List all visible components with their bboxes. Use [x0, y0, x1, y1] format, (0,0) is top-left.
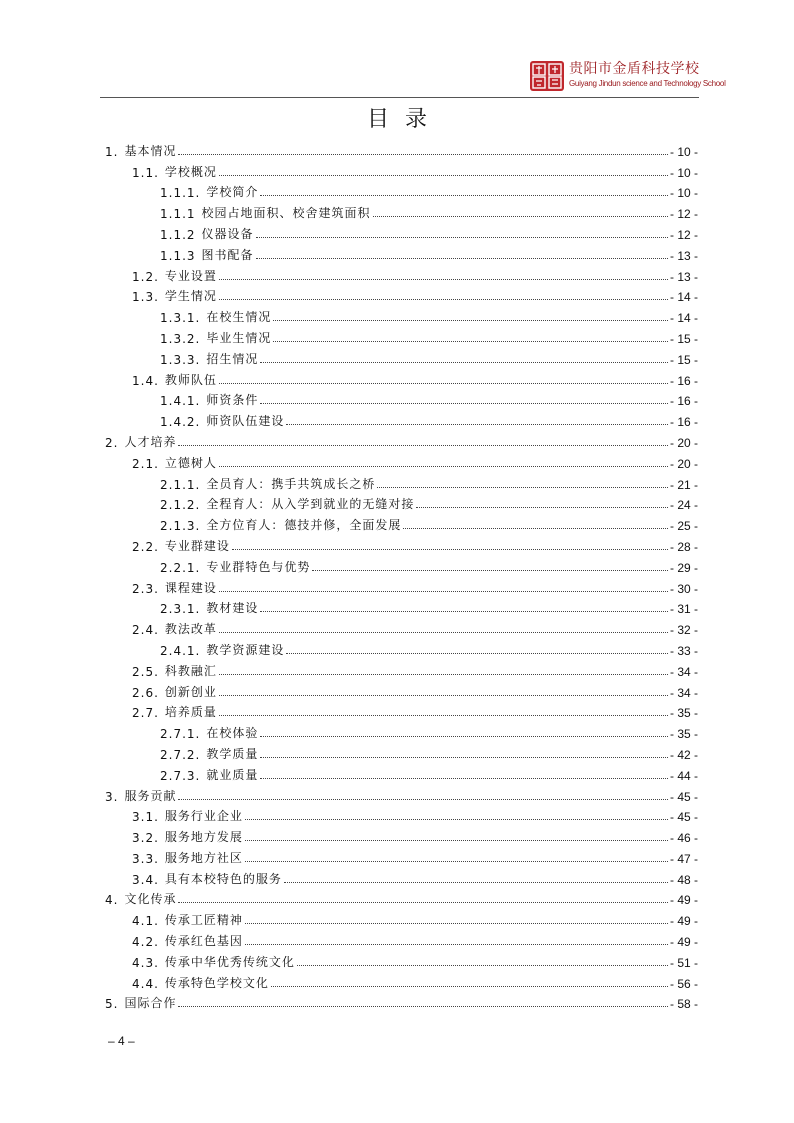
toc-entry-label: 教学资源建设: [206, 642, 285, 657]
toc-entry-page: - 13 -: [669, 269, 698, 284]
toc-leader-dots: [271, 986, 668, 987]
toc-leader-dots: [260, 757, 668, 758]
toc-entry-label: 在校体验: [206, 726, 259, 741]
toc-entry-page: - 30 -: [669, 581, 698, 596]
toc-entry-number: 2.3.1.: [160, 602, 201, 617]
toc-entry-number: 4.1.: [132, 914, 159, 929]
toc-entry-page: - 10 -: [669, 165, 698, 180]
toc-entry-page: - 16 -: [669, 373, 698, 388]
header-divider: [100, 97, 699, 98]
toc-entry[interactable]: [105, 159, 698, 180]
table-of-contents: [105, 138, 698, 1011]
toc-entry[interactable]: [105, 325, 698, 346]
toc-entry-number: 1.4.1.: [160, 394, 201, 409]
toc-entry[interactable]: [105, 512, 698, 533]
toc-leader-dots: [260, 362, 668, 363]
toc-entry-label: 传承工匠精神: [164, 913, 243, 928]
toc-entry-number: 1.1.: [132, 165, 159, 180]
toc-entry-page: - 56 -: [669, 976, 698, 991]
toc-leader-dots: [260, 778, 668, 779]
toc-entry[interactable]: [105, 242, 698, 263]
toc-leader-dots: [219, 299, 668, 300]
school-seal-logo-icon: [529, 60, 565, 92]
toc-leader-dots: [232, 549, 668, 550]
toc-entry-page: - 13 -: [669, 248, 698, 263]
toc-entry-number: 2.4.: [132, 623, 159, 638]
toc-entry-page: - 58 -: [669, 997, 698, 1012]
toc-leader-dots: [273, 341, 668, 342]
toc-entry[interactable]: [105, 492, 698, 513]
toc-entry-number: 1.3.1.: [160, 311, 201, 326]
toc-entry[interactable]: [105, 970, 698, 991]
toc-entry-number: 2.7.1.: [160, 727, 201, 742]
toc-leader-dots: [219, 632, 668, 633]
toc-entry[interactable]: [105, 887, 698, 908]
toc-entry-label: 教材建设: [206, 601, 259, 616]
toc-entry[interactable]: [105, 824, 698, 845]
toc-leader-dots: [219, 175, 668, 176]
toc-entry-page: - 51 -: [669, 955, 698, 970]
toc-entry[interactable]: [105, 284, 698, 305]
toc-leader-dots: [286, 653, 668, 654]
toc-entry[interactable]: [105, 804, 698, 825]
toc-entry-page: - 35 -: [669, 727, 698, 742]
toc-entry-label: 具有本校特色的服务: [164, 871, 282, 886]
toc-entry-page: - 34 -: [669, 664, 698, 679]
toc-leader-dots: [286, 424, 668, 425]
toc-entry-number: 1.4.: [132, 373, 159, 388]
toc-entry-number: 2.3.: [132, 581, 159, 596]
toc-entry-page: - 45 -: [669, 789, 698, 804]
toc-entry[interactable]: [105, 575, 698, 596]
toc-entry-number: 4.2.: [132, 935, 159, 950]
toc-entry-number: 3.3.: [132, 851, 159, 866]
toc-leader-dots: [416, 507, 668, 508]
toc-entry-page: - 46 -: [669, 831, 698, 846]
toc-entry[interactable]: [105, 679, 698, 700]
toc-leader-dots: [256, 258, 668, 259]
toc-entry-label: 国际合作: [124, 996, 177, 1011]
toc-leader-dots: [260, 403, 668, 404]
toc-entry-label: 教法改革: [164, 622, 217, 637]
toc-entry-label: 全员育人：携手共筑成长之桥: [206, 476, 376, 491]
toc-entry-number: 2.7.3.: [160, 768, 201, 783]
page-number: – 4 –: [108, 1034, 135, 1048]
toc-entry-label: 校园占地面积、校舍建筑面积: [201, 206, 371, 221]
toc-entry-page: - 33 -: [669, 643, 698, 658]
toc-leader-dots: [178, 902, 668, 903]
toc-entry-label: 学校概况: [164, 164, 217, 179]
toc-entry-label: 图书配备: [201, 247, 254, 262]
toc-entry[interactable]: [105, 408, 698, 429]
toc-entry-label: 服务地方社区: [164, 850, 243, 865]
toc-entry-label: 服务行业企业: [164, 809, 243, 824]
toc-entry-page: - 16 -: [669, 394, 698, 409]
toc-entry-number: 2.: [105, 435, 119, 450]
toc-entry-label: 学生情况: [164, 289, 217, 304]
toc-leader-dots: [245, 923, 668, 924]
toc-entry-page: - 47 -: [669, 851, 698, 866]
toc-entry-page: - 34 -: [669, 685, 698, 700]
toc-entry-number: 5.: [105, 997, 119, 1012]
toc-leader-dots: [245, 819, 668, 820]
toc-leader-dots: [377, 487, 668, 488]
toc-entry-number: 1.3.3.: [160, 352, 201, 367]
toc-entry-label: 传承红色基因: [164, 934, 243, 949]
toc-leader-dots: [219, 674, 668, 675]
toc-entry-number: 3.1.: [132, 810, 159, 825]
toc-entry[interactable]: [105, 138, 698, 159]
toc-entry-number: 1.: [105, 144, 119, 159]
toc-entry[interactable]: [105, 200, 698, 221]
toc-entry-label: 仪器设备: [201, 226, 254, 241]
toc-leader-dots: [219, 715, 668, 716]
toc-leader-dots: [284, 882, 668, 883]
toc-leader-dots: [260, 195, 668, 196]
toc-entry-label: 课程建设: [164, 580, 217, 595]
toc-entry[interactable]: [105, 845, 698, 866]
toc-entry-number: 4.: [105, 893, 119, 908]
toc-leader-dots: [219, 279, 668, 280]
toc-entry-number: 1.1.1: [160, 207, 196, 222]
toc-leader-dots: [312, 570, 668, 571]
toc-entry-number: 3.4.: [132, 872, 159, 887]
toc-entry-page: - 16 -: [669, 415, 698, 430]
toc-entry[interactable]: [105, 346, 698, 367]
toc-leader-dots: [373, 216, 668, 217]
toc-entry[interactable]: [105, 700, 698, 721]
toc-entry-label: 科教融汇: [164, 663, 217, 678]
toc-leader-dots: [219, 383, 668, 384]
toc-leader-dots: [297, 965, 668, 966]
toc-entry[interactable]: [105, 762, 698, 783]
toc-entry[interactable]: [105, 180, 698, 201]
toc-entry-label: 文化传承: [124, 892, 177, 907]
toc-entry-label: 专业群建设: [164, 538, 230, 553]
toc-entry[interactable]: [105, 741, 698, 762]
toc-entry-number: 2.2.1.: [160, 560, 201, 575]
toc-entry[interactable]: [105, 221, 698, 242]
toc-entry-label: 人才培养: [124, 434, 177, 449]
toc-entry[interactable]: [105, 783, 698, 804]
toc-entry[interactable]: [105, 388, 698, 409]
toc-leader-dots: [256, 237, 668, 238]
toc-entry-page: - 12 -: [669, 227, 698, 242]
toc-entry[interactable]: [105, 720, 698, 741]
toc-entry-label: 教学质量: [206, 746, 259, 761]
toc-entry-label: 教师队伍: [164, 372, 217, 387]
toc-entry-page: - 20 -: [669, 435, 698, 450]
toc-entry-number: 1.1.2: [160, 227, 196, 242]
toc-entry[interactable]: [105, 637, 698, 658]
toc-entry[interactable]: [105, 991, 698, 1012]
toc-entry[interactable]: [105, 263, 698, 284]
toc-entry[interactable]: [105, 450, 698, 471]
toc-entry-number: 2.1.3.: [160, 519, 201, 534]
toc-entry-page: - 44 -: [669, 768, 698, 783]
toc-entry-number: 4.3.: [132, 955, 159, 970]
toc-entry[interactable]: [105, 658, 698, 679]
toc-entry-label: 创新创业: [164, 684, 217, 699]
toc-entry-number: 1.2.: [132, 269, 159, 284]
toc-entry-page: - 14 -: [669, 311, 698, 326]
toc-leader-dots: [245, 861, 668, 862]
toc-leader-dots: [219, 695, 668, 696]
toc-entry-page: - 12 -: [669, 207, 698, 222]
toc-entry[interactable]: [105, 367, 698, 388]
toc-entry-page: - 10 -: [669, 144, 698, 159]
toc-entry[interactable]: [105, 596, 698, 617]
toc-entry-page: - 15 -: [669, 352, 698, 367]
toc-entry-label: 学校简介: [206, 185, 259, 200]
toc-leader-dots: [260, 611, 668, 612]
toc-entry-label: 全方位育人：德技并修，全面发展: [206, 518, 402, 533]
toc-entry-number: 2.7.: [132, 706, 159, 721]
toc-leader-dots: [178, 799, 668, 800]
toc-entry-number: 1.4.2.: [160, 415, 201, 430]
toc-entry-number: 2.4.1.: [160, 643, 201, 658]
toc-entry[interactable]: [105, 304, 698, 325]
toc-entry-label: 培养质量: [164, 705, 217, 720]
toc-entry-number: 4.4.: [132, 976, 159, 991]
toc-entry-label: 服务贡献: [124, 788, 177, 803]
toc-leader-dots: [260, 736, 668, 737]
toc-entry[interactable]: [105, 866, 698, 887]
toc-entry-page: - 32 -: [669, 623, 698, 638]
toc-entry-page: - 49 -: [669, 935, 698, 950]
toc-leader-dots: [403, 528, 668, 529]
toc-entry-number: 2.1.1.: [160, 477, 201, 492]
toc-entry-number: 2.1.: [132, 456, 159, 471]
toc-entry-number: 2.1.2.: [160, 498, 201, 513]
toc-entry-label: 毕业生情况: [206, 330, 272, 345]
toc-entry-label: 服务地方发展: [164, 830, 243, 845]
toc-entry-label: 就业质量: [206, 767, 259, 782]
toc-entry[interactable]: [105, 907, 698, 928]
toc-entry[interactable]: [105, 949, 698, 970]
toc-entry-number: 2.5.: [132, 664, 159, 679]
toc-entry-number: 2.2.: [132, 539, 159, 554]
toc-leader-dots: [273, 320, 668, 321]
toc-entry-number: 2.7.2.: [160, 747, 201, 762]
toc-entry-number: 3.2.: [132, 831, 159, 846]
toc-entry-page: - 42 -: [669, 747, 698, 762]
toc-entry[interactable]: [105, 928, 698, 949]
toc-entry-page: - 24 -: [669, 498, 698, 513]
toc-entry[interactable]: [105, 471, 698, 492]
toc-leader-dots: [245, 944, 668, 945]
toc-leader-dots: [245, 840, 668, 841]
toc-entry-label: 专业群特色与优势: [206, 559, 311, 574]
toc-entry-label: 师资队伍建设: [206, 414, 285, 429]
toc-entry-label: 师资条件: [206, 393, 259, 408]
toc-entry-page: - 21 -: [669, 477, 698, 492]
toc-entry-page: - 25 -: [669, 519, 698, 534]
toc-leader-dots: [219, 466, 668, 467]
toc-entry-label: 专业设置: [164, 268, 217, 283]
toc-entry-label: 在校生情况: [206, 310, 272, 325]
toc-entry-number: 1.3.: [132, 290, 159, 305]
toc-leader-dots: [178, 154, 668, 155]
toc-entry-page: - 15 -: [669, 331, 698, 346]
page-header: [529, 58, 726, 94]
toc-entry-page: - 28 -: [669, 539, 698, 554]
toc-entry-label: 全程育人：从入学到就业的无缝对接: [206, 497, 415, 512]
toc-title: 目录: [366, 107, 443, 132]
toc-entry-page: - 48 -: [669, 872, 698, 887]
toc-entry-number: 1.1.1.: [160, 186, 201, 201]
school-name-cn: 贵阳市金盾科技学校: [569, 61, 700, 77]
toc-entry-page: - 20 -: [669, 456, 698, 471]
toc-entry-page: - 10 -: [669, 186, 698, 201]
toc-entry[interactable]: [105, 616, 698, 637]
toc-entry-number: 2.6.: [132, 685, 159, 700]
toc-entry[interactable]: [105, 554, 698, 575]
school-name-en: Guiyang Jindun science and Technology School: [569, 79, 726, 88]
toc-entry-page: - 31 -: [669, 602, 698, 617]
toc-entry-label: 立德树人: [164, 455, 217, 470]
toc-entry[interactable]: [105, 533, 698, 554]
toc-entry-page: - 14 -: [669, 290, 698, 305]
toc-entry-label: 基本情况: [124, 143, 177, 158]
toc-entry-number: 1.1.3: [160, 248, 196, 263]
toc-entry-number: 1.3.2.: [160, 331, 201, 346]
toc-entry-label: 招生情况: [206, 351, 259, 366]
toc-entry-page: - 49 -: [669, 893, 698, 908]
toc-entry-page: - 45 -: [669, 810, 698, 825]
toc-entry-label: 传承中华优秀传统文化: [164, 954, 295, 969]
toc-leader-dots: [219, 591, 668, 592]
toc-entry[interactable]: [105, 429, 698, 450]
toc-leader-dots: [178, 445, 668, 446]
toc-entry-page: - 29 -: [669, 560, 698, 575]
toc-entry-number: 3.: [105, 789, 119, 804]
toc-entry-label: 传承特色学校文化: [164, 975, 269, 990]
toc-leader-dots: [178, 1006, 668, 1007]
toc-entry-page: - 35 -: [669, 706, 698, 721]
toc-entry-page: - 49 -: [669, 914, 698, 929]
